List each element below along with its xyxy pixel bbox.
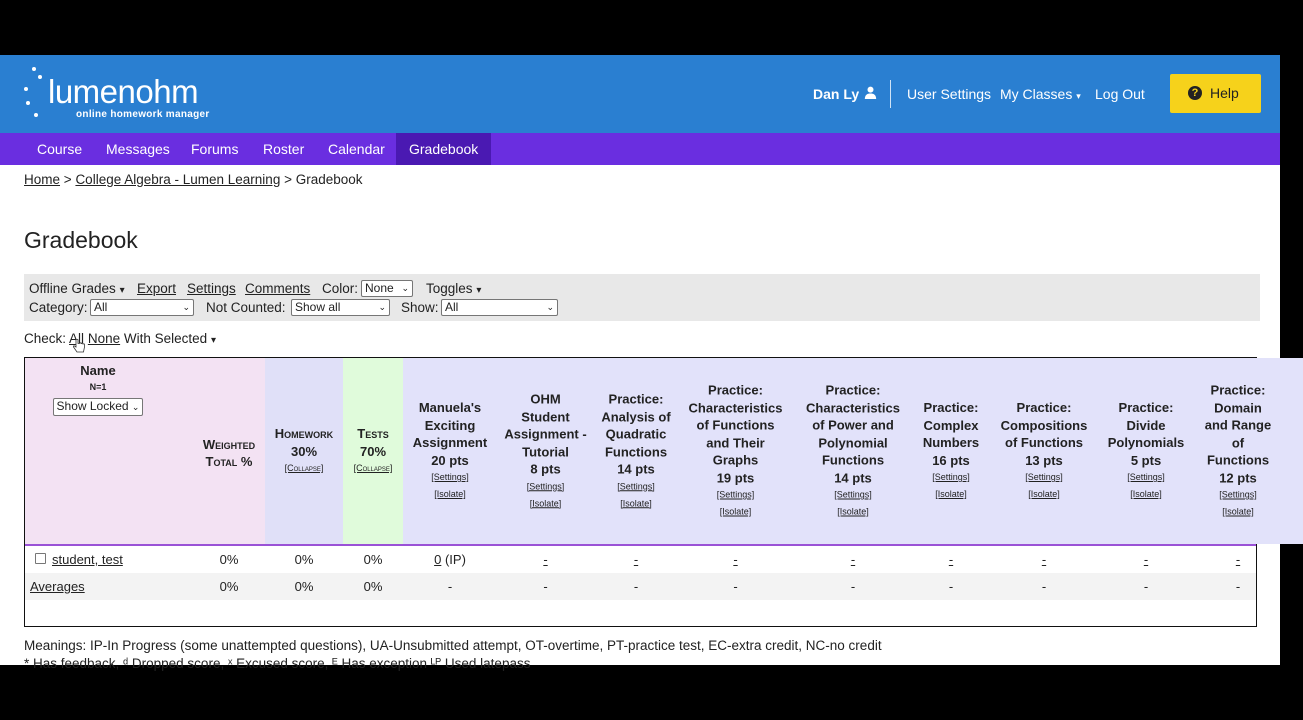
chevron-down-icon: ⌄ (131, 402, 140, 412)
breadcrumb (24, 172, 363, 187)
assignment-settings-link[interactable]: [Settings] (431, 472, 469, 482)
weighted-total-header-line2: Total % (205, 454, 253, 469)
assignment-title-line: and Range (1204, 417, 1272, 433)
assignment-title-line: of Functions (1005, 435, 1083, 450)
browser-viewport (0, 55, 1280, 671)
caret-down-icon: ▾ (476, 285, 482, 296)
assignment-title-line: Practice: (1118, 400, 1174, 415)
assignment-title-line: of Power and (812, 417, 894, 433)
question-icon: ? (1188, 86, 1202, 100)
weighted-total-header: Weighted (202, 437, 256, 452)
average-value: - (633, 579, 639, 594)
breadcrumb-separator: > (63, 172, 72, 187)
homework-header: Homework (274, 426, 334, 441)
name-column-header[interactable]: Name (80, 363, 116, 378)
tests-collapse-link[interactable]: [Collapse] (353, 463, 393, 473)
user-name[interactable]: Dan Ly (813, 86, 860, 102)
score-link[interactable]: - (1143, 552, 1149, 567)
student-count: N=1 (89, 382, 107, 392)
assignment-header-cell (678, 358, 793, 544)
check-controls (24, 331, 216, 346)
score-link[interactable]: - (948, 552, 954, 567)
show-locked-select[interactable] (53, 398, 144, 416)
average-value: - (1143, 579, 1149, 594)
show-select-value: All (445, 300, 459, 314)
my-classes-label: My Classes (1000, 86, 1073, 102)
my-classes-menu[interactable] (1000, 86, 1081, 102)
name-header-cell (25, 358, 265, 544)
settings-link[interactable]: Settings (187, 281, 236, 296)
assignment-title-line: Graphs (712, 452, 759, 468)
assignment-title-line: Practice: (825, 382, 881, 398)
chevron-down-icon: ⌄ (401, 283, 409, 293)
offline-grades-menu[interactable] (29, 281, 125, 296)
with-selected-label: With Selected (123, 331, 208, 346)
assignment-title-line: Functions (821, 452, 885, 468)
score-link[interactable]: - (1041, 552, 1047, 567)
homework-header-cell (265, 358, 343, 544)
assignment-title-line: 20 pts (431, 452, 469, 468)
assignment-title-line: Characteristics (806, 400, 900, 415)
toggles-label: Toggles (426, 281, 473, 296)
assignment-header-cell (497, 358, 594, 544)
average-value: - (850, 579, 856, 594)
show-locked-value: Show Locked (56, 399, 129, 413)
category-select-value: All (94, 300, 108, 314)
assignment-isolate-link[interactable]: [Isolate] (529, 497, 562, 508)
assignment-title-line: 12 pts (1219, 470, 1257, 485)
assignment-title-line: Complex (923, 417, 979, 433)
assignment-header-cell (403, 358, 497, 544)
assignment-title-line: Tutorial (522, 443, 569, 459)
assignment-title-line: Quadratic (605, 426, 667, 442)
assignment-header-content (793, 382, 913, 521)
export-link[interactable]: Export (137, 281, 177, 296)
average-value: - (733, 579, 738, 594)
logo-text[interactable]: lumenohm (48, 73, 199, 110)
nav-roster[interactable]: Roster (263, 141, 305, 157)
nav-gradebook[interactable]: Gradebook (396, 133, 491, 165)
check-none-link[interactable]: None (87, 331, 121, 346)
assignment-header-content (913, 399, 989, 503)
assignment-title-line: Practice: (1016, 400, 1072, 415)
category-label: Category: (29, 300, 88, 315)
assignment-title-line: 14 pts (617, 461, 655, 477)
weighted-total-value: 0% (219, 552, 239, 567)
assignment-settings-link[interactable]: [Settings] (932, 472, 970, 482)
score-link[interactable]: - (850, 552, 856, 567)
assignment-title-line: Practice: (923, 400, 979, 415)
color-label: Color: (322, 281, 359, 296)
tests-weight: 70% (359, 443, 387, 459)
average-value: - (1041, 579, 1047, 594)
assignment-isolate-link[interactable]: [Isolate] (1130, 489, 1162, 499)
averages-row (25, 573, 1256, 600)
help-button[interactable] (1170, 74, 1261, 113)
breadcrumb-separator: > (284, 172, 292, 187)
homework-value: 0% (294, 552, 314, 567)
assignment-title-line: Compositions (1000, 417, 1088, 433)
assignment-title-line: Functions (1206, 452, 1270, 468)
assignment-title-line: 16 pts (932, 452, 970, 468)
assignment-isolate-link[interactable]: [Isolate] (434, 489, 466, 499)
tests-header-cell (343, 358, 403, 544)
nav-course[interactable]: Course (37, 141, 83, 157)
breadcrumb-home[interactable]: Home (24, 172, 61, 187)
assignment-title-line: 8 pts (530, 461, 561, 477)
chevron-down-icon: ⌄ (378, 302, 386, 312)
user-settings-link[interactable]: User Settings (907, 86, 992, 102)
toggles-menu[interactable] (426, 281, 481, 296)
assignment-title-line: Numbers (922, 435, 980, 450)
assignment-title-line: Divide (1126, 417, 1166, 433)
not-counted-select-value: Show all (295, 300, 341, 314)
assignment-title-line: Analysis of (601, 408, 671, 424)
assignment-header-content (403, 399, 497, 503)
assignment-title-line: Practice: (708, 382, 763, 398)
score-cell (403, 552, 497, 567)
assignment-title-line: 5 pts (1130, 452, 1162, 468)
show-select[interactable] (441, 299, 558, 316)
with-selected-menu[interactable] (124, 331, 216, 346)
student-name-link[interactable]: student, test (52, 552, 123, 567)
assignment-header-content (678, 382, 793, 521)
assignment-title-line: 14 pts (834, 470, 872, 485)
assignment-title-line: Assignment (412, 435, 488, 450)
assignment-header-cell (793, 358, 913, 544)
score-link[interactable]: 0 (434, 552, 442, 567)
average-value: - (1235, 579, 1241, 594)
symbols-legend: * Has feedback, ᵈ Dropped score, ˣ Excused score, ᴱ Has exception ᴸᴾ Used latepass (24, 656, 531, 671)
average-value: - (447, 579, 453, 594)
chevron-down-icon: ▾ (1076, 91, 1081, 101)
assignment-header-cell (913, 358, 989, 544)
assignment-header-content (989, 399, 1099, 503)
assignment-title-line: Functions (604, 443, 668, 459)
score-link[interactable]: - (1235, 552, 1241, 567)
assignment-settings-link[interactable]: [Settings] (834, 489, 872, 500)
logo-dots-icon (22, 65, 46, 125)
category-select[interactable] (90, 299, 194, 316)
average-value: - (543, 579, 548, 594)
page-title: Gradebook (24, 227, 138, 253)
assignment-title-line: 13 pts (1025, 452, 1063, 468)
assignment-header-cell (1099, 358, 1193, 544)
assignment-settings-link[interactable]: [Settings] (1127, 472, 1165, 482)
assignment-isolate-link[interactable]: [Isolate] (1222, 506, 1254, 517)
assignment-header-cell (1193, 358, 1283, 544)
logo-subtitle: online homework manager (76, 109, 210, 120)
weighted-average: 0% (219, 579, 239, 594)
show-label: Show: (401, 300, 439, 315)
hand-cursor-icon (73, 339, 85, 356)
averages-link[interactable]: Averages (30, 579, 85, 594)
assignment-settings-link[interactable]: [Settings] (1025, 472, 1063, 482)
not-counted-select[interactable] (291, 299, 390, 316)
caret-down-icon: ▾ (210, 335, 216, 346)
assignment-title-line: Polynomial (818, 435, 888, 450)
check-label: Check: (24, 331, 67, 346)
main-nav (0, 133, 1280, 165)
gradebook-toolbar (24, 274, 1260, 321)
table-row (25, 546, 1256, 573)
assignment-title-line: and Their (706, 435, 765, 450)
assignment-title-line: Practice: (608, 391, 664, 407)
nav-forums[interactable]: Forums (191, 141, 239, 157)
offline-grades-label: Offline Grades (29, 281, 116, 296)
help-label: Help (1210, 85, 1239, 101)
person-icon (864, 86, 877, 102)
chevron-down-icon: ⌄ (182, 302, 190, 312)
assignment-isolate-link[interactable]: [Isolate] (837, 506, 869, 517)
site-header (0, 55, 1280, 133)
assignment-settings-link[interactable]: [Settings] (1219, 489, 1257, 500)
header-divider (890, 80, 891, 108)
assignment-isolate-link[interactable]: [Isolate] (1028, 489, 1060, 499)
caret-down-icon: ▾ (119, 285, 125, 296)
assignment-title-line: Manuela's (418, 400, 482, 415)
log-out-link[interactable]: Log Out (1095, 86, 1145, 102)
color-select-value: None (365, 281, 394, 295)
homework-weight: 30% (290, 443, 318, 459)
assignment-settings-link[interactable]: [Settings] (716, 489, 755, 500)
assignment-title-line: of Functions (696, 417, 775, 433)
assignment-isolate-link[interactable]: [Isolate] (719, 506, 752, 517)
assignment-header-content (1193, 382, 1283, 521)
not-counted-label: Not Counted: (206, 300, 286, 315)
tests-average: 0% (363, 579, 383, 594)
assignment-title-line: OHM (530, 391, 561, 407)
assignment-settings-link[interactable]: [Settings] (617, 480, 655, 491)
assignment-title-line: Polynomials (1107, 435, 1185, 450)
assignment-title-line: Student (521, 408, 570, 424)
assignment-header-content (594, 390, 678, 512)
assignment-title-line: of (1231, 435, 1245, 450)
assignment-title-line: 19 pts (716, 470, 755, 485)
homework-average: 0% (294, 579, 314, 594)
score-link[interactable]: - (733, 552, 738, 567)
check-all-link[interactable]: All (69, 331, 85, 346)
breadcrumb-current: Gradebook (295, 172, 363, 187)
homework-collapse-link[interactable]: [Collapse] (284, 463, 324, 473)
assignment-header-cell (594, 358, 678, 544)
assignment-isolate-link[interactable]: [Isolate] (620, 497, 652, 508)
meanings-legend: Meanings: IP-In Progress (some unattempted questions), UA-Unsubmitted attempt, OT-overtime, PT-practice test, EC-extra credit, NC-no credit (24, 638, 882, 653)
tests-value: 0% (363, 552, 383, 567)
assignment-title-line: Domain (1214, 400, 1262, 415)
tests-header: Tests (357, 426, 389, 441)
assignment-title-line: Exciting (424, 417, 476, 433)
chevron-down-icon: ⌄ (546, 302, 554, 312)
assignment-isolate-link[interactable]: [Isolate] (935, 489, 967, 499)
row-checkbox[interactable] (35, 553, 46, 564)
score-link[interactable]: - (633, 552, 639, 567)
score-note: (IP) (444, 552, 466, 567)
breadcrumb-course[interactable]: College Algebra - Lumen Learning (75, 172, 281, 187)
average-value: - (948, 579, 954, 594)
assignment-header-content (497, 390, 594, 512)
assignment-header-content (1099, 399, 1193, 503)
nav-messages[interactable]: Messages (106, 141, 170, 157)
score-link[interactable]: - (543, 552, 548, 567)
assignment-title-line: Practice: (1210, 382, 1266, 398)
gradebook-table (24, 357, 1272, 627)
assignment-title-line: Characteristics (688, 400, 783, 415)
assignment-header-cell (989, 358, 1099, 544)
assignment-settings-link[interactable]: [Settings] (526, 480, 565, 491)
color-select[interactable] (361, 280, 413, 297)
comments-link[interactable]: Comments (245, 281, 311, 296)
nav-calendar[interactable]: Calendar (328, 141, 385, 157)
assignment-title-line: Assignment - (504, 426, 587, 442)
